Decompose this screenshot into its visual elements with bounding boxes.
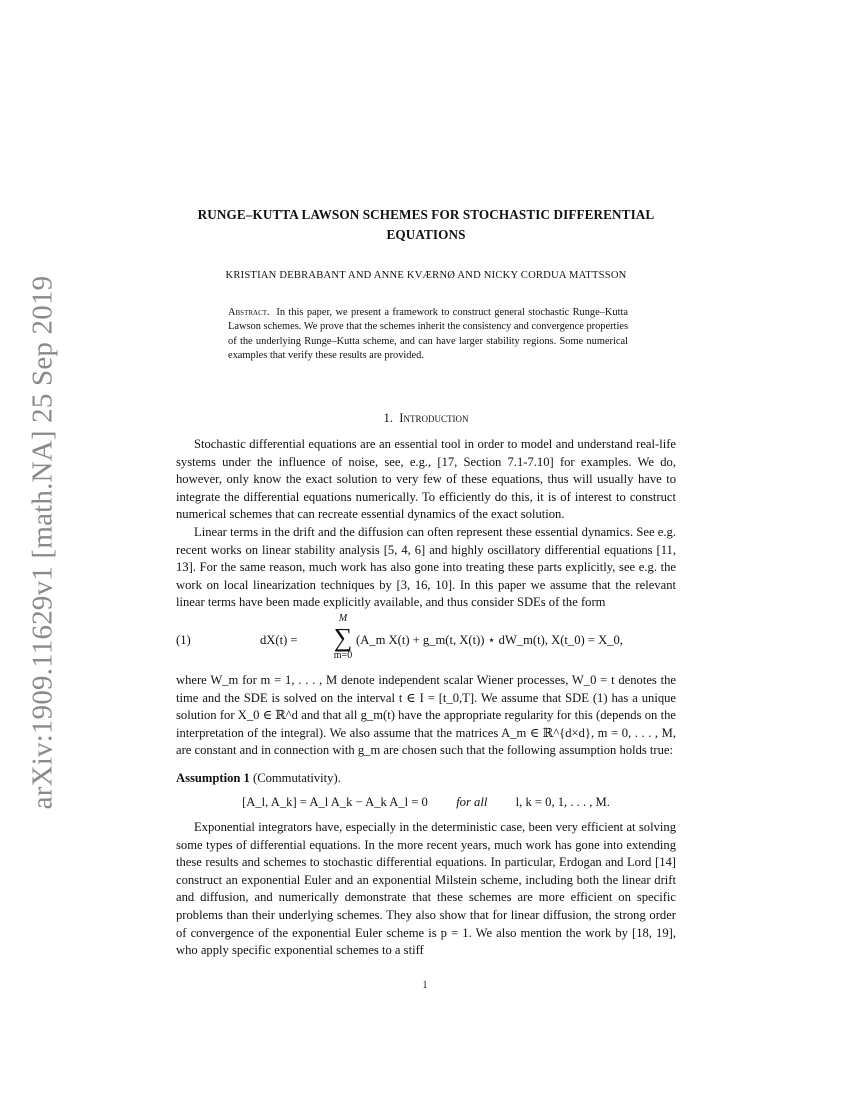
body-text [176, 436, 676, 960]
page-number: 1 [422, 980, 428, 991]
title-line-1: RUNGE–KUTTA LAWSON SCHEMES FOR STOCHASTIC DIFFERENTIAL [197, 207, 655, 222]
arxiv-identifier: arXiv:1909.11629v1 [math.NA] 25 Sep 2019 [26, 275, 59, 809]
commutator-equation: [A_l, A_k] = A_l A_k − A_k A_l = 0 [242, 794, 428, 809]
sum-upper-limit: M [338, 612, 348, 624]
paragraph-2: Linear terms in the drift and the diffusion can often represent these essential dynamics. See e.g. recent works on linear stability analysis [5, 4, 6] and highly oscillatory differential equations [11, 13]. For the same reason, much work has also gone into treating these parts explicitly, see e.g. the work on local linearization techniques by [3, 16, 10]. In this paper we assume that the relevant linear terms have been made explicitly available, and thus consider SDEs of the form [176, 524, 676, 610]
assumption-label: Assumption 1 [176, 770, 250, 785]
equation-rhs: (A_m X(t) + g_m(t, X(t)) ⋆ dW_m(t), X(t_0) = X_0, [356, 632, 623, 647]
section-title: Introduction [399, 411, 469, 425]
assumption-equation [176, 794, 676, 812]
paragraph-3: where W_m for m = 1, . . . , M denote independent scalar Wiener processes, W_0 = t denotes the time and the SDE is solved on the interval t ∈ I = [t_0,T]. We assume that SDE (1) has a unique solution for X_0 ∈ ℝ^d and that all g_m(t) have the appropriate regularity for this (depends on the interpretation of the integral). We also assume that the matrices A_m ∈ ℝ^{d×d}, m = 0, . . . , M, are constant and in connection with g_m are chosen such that the following assumption holds true: [176, 672, 676, 758]
equation-number: (1) [176, 632, 191, 647]
arxiv-sidebar-stamp [20, 272, 66, 812]
abstract-text: In this paper, we present a framework to construct general stochastic Runge–Kutta Lawson schemes. We prove that the schemes inherit the consistency and convergence properties of the underlying Runge–Kutta scheme, and can have larger stability regions. Some numerical examples that verify these results are provided. [228, 307, 628, 362]
abstract-label: Abstract. [228, 307, 270, 318]
title-line-2: EQUATIONS [386, 227, 466, 242]
author-list: KRISTIAN DEBRABANT AND ANNE KVÆRNØ AND NICKY CORDUA MATTSSON [225, 270, 627, 281]
section-number: 1. [383, 411, 393, 425]
summation-symbol: M ∑ m=0 [333, 612, 353, 661]
assumption-1 [176, 770, 676, 788]
paragraph-1: Stochastic differential equations are an essential tool in order to model and understand real-life systems under the influence of noise, see, e.g., [17, Section 7.1-7.10] for examples. We do, however, only know the exact solution to very few of these equations, thus will usually have to integrate the differential equations numerically. To efficiently do this, it is of interest to construct numerical schemes that can recreate essential dynamics of the exact solution. [176, 437, 676, 522]
equation-1 [176, 614, 676, 670]
sum-lower-limit: m=0 [333, 649, 353, 661]
assumption-range: l, k = 0, 1, . . . , M. [515, 794, 610, 809]
assumption-name: (Commutativity). [253, 770, 341, 785]
abstract [228, 306, 628, 364]
paragraph-4: Exponential integrators have, especially in the deterministic case, been very efficient at solving some types of differential equations. In the more recent years, much work has gone into extending these results and schemes to stochastic differential equations. In particular, Erdogan and Lord [14] construct an exponential Euler and an exponential Milstein scheme, including both the linear drift and diffusion, and numerically demonstrate that these schemes are more efficient on specific problems than their underlying schemes. They also show that for linear diffusion, the strong order of convergence of the exponential Euler scheme is p = 1. We also mention the work by [18, 19], who apply specific exponential schemes to a stiff [176, 820, 676, 958]
section-heading [176, 411, 676, 426]
equation-lhs: dX(t) = [260, 632, 298, 647]
assumption-condition: for all [456, 794, 488, 809]
paper-title [176, 205, 676, 245]
